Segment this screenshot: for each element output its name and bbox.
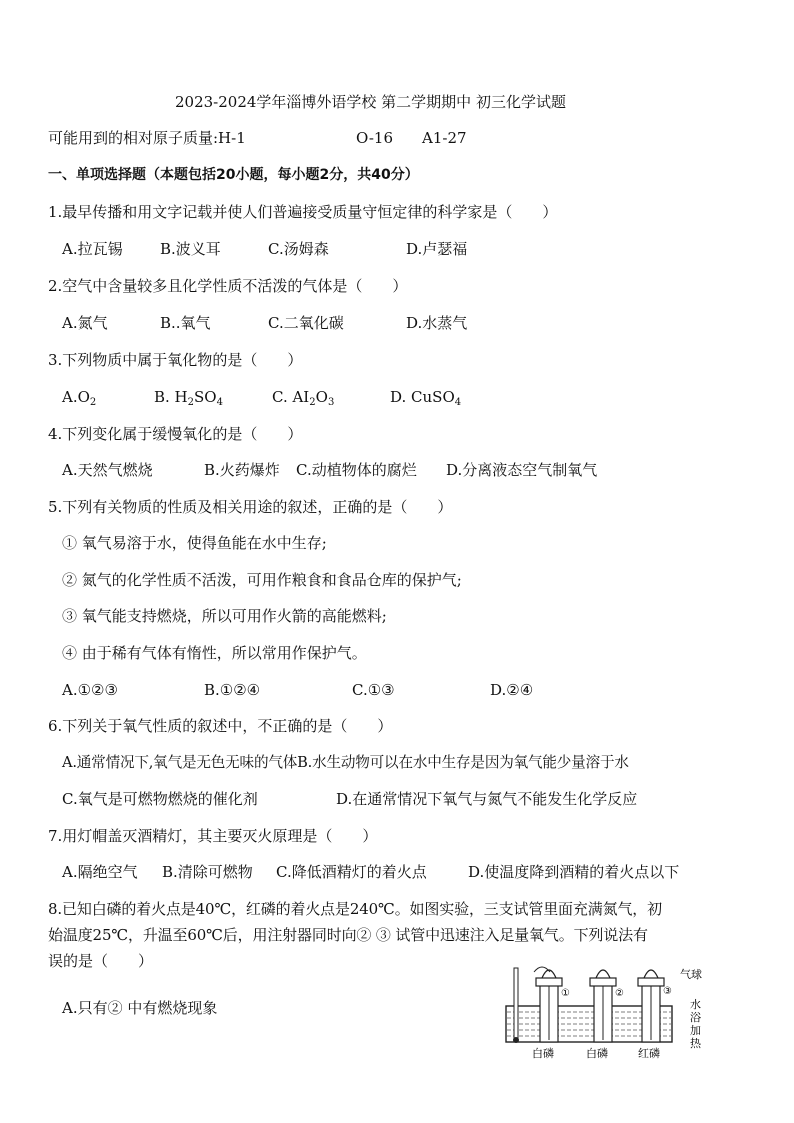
question-3-option-c: C. $AI_2O_3$ bbox=[272, 388, 335, 408]
question-2-option-c: C.二氧化碳 bbox=[268, 314, 344, 332]
question-2-option-d: D.水蒸气 bbox=[406, 314, 468, 332]
question-7-option-c: C.降低酒精灯的着火点 bbox=[276, 863, 427, 881]
tube-number-1: ① bbox=[561, 988, 570, 999]
experiment-diagram bbox=[492, 960, 722, 1060]
atomic-mass-label: 可能用到的相对原子质量:H-1 bbox=[48, 129, 246, 147]
tube-2-label: 白磷 bbox=[586, 1047, 608, 1060]
question-7-stem: 7.用灯帽盖灭酒精灯，其主要灭火原理是（ ） bbox=[48, 827, 378, 845]
question-5-stem: 5.下列有关物质的性质及相关用途的叙述，正确的是（ ） bbox=[48, 498, 453, 516]
question-6-stem: 6.下列关于氧气性质的叙述中，不正确的是（ ） bbox=[48, 717, 393, 735]
question-1-option-a: A.拉瓦锡 bbox=[62, 240, 123, 258]
question-2-option-b: B..氧气 bbox=[160, 314, 211, 332]
section-heading: 一、单项选择题（本题包括20小题，每小题2分，共40分） bbox=[48, 167, 419, 183]
atomic-mass-al: A1-27 bbox=[422, 129, 467, 147]
question-6-option-d: D.在通常情况下氧气与氮气不能发生化学反应 bbox=[336, 790, 638, 808]
question-5-option-c: C.①③ bbox=[352, 681, 395, 699]
question-1-option-d: D.卢瑟福 bbox=[406, 240, 468, 258]
question-8-stem-line-1: 8.已知白磷的着火点是40℃，红磷的着火点是240℃。如图实验，三支试管里面充满氮气，初 bbox=[48, 900, 662, 918]
question-8-stem-line-3: 误的是（ ） bbox=[48, 952, 154, 970]
question-8-stem-line-2: 始温度25℃，升温至60℃后，用注射器同时向② ③ 试管中迅速注入足量氧气。下列说法有 bbox=[48, 926, 648, 944]
question-5-statement-3: ③ 氧气能支持燃烧，所以可用作火箭的高能燃料; bbox=[62, 607, 387, 625]
question-4-option-a: A.天然气燃烧 bbox=[62, 461, 153, 479]
question-7-option-d: D.使温度降到酒精的着火点以下 bbox=[468, 863, 680, 881]
tube-number-2: ② bbox=[615, 988, 624, 999]
tube-1-label: 白磷 bbox=[532, 1047, 554, 1060]
tube-3 bbox=[638, 970, 664, 1042]
question-2-stem: 2.空气中含量较多且化学性质不活泼的气体是（ ） bbox=[48, 277, 408, 295]
question-3-option-b: B. $H_2SO_4$ bbox=[154, 388, 223, 408]
tube-2 bbox=[590, 970, 616, 1042]
water-bath-label-3: 加 bbox=[690, 1024, 701, 1037]
question-4-option-d: D.分离液态空气制氧气 bbox=[446, 461, 598, 479]
tube-3-label: 红磷 bbox=[638, 1047, 660, 1060]
question-6-options-ab: A.通常情况下,氧气是无色无味的气体B.水生动物可以在水中生存是因为氧气能少量溶于水 bbox=[62, 754, 629, 771]
question-5-option-d: D.②④ bbox=[490, 681, 534, 699]
question-4-stem: 4.下列变化属于缓慢氧化的是（ ） bbox=[48, 425, 303, 443]
question-6-option-c: C.氧气是可燃物燃烧的催化剂 bbox=[62, 790, 258, 808]
thermometer-bulb bbox=[513, 1037, 519, 1043]
question-2-option-a: A.氮气 bbox=[62, 314, 108, 332]
question-1-option-b: B.波义耳 bbox=[160, 240, 221, 258]
question-5-option-a: A.①②③ bbox=[62, 681, 118, 699]
question-5-statement-1: ① 氧气易溶于水，使得鱼能在水中生存; bbox=[62, 534, 327, 552]
question-1-option-c: C.汤姆森 bbox=[268, 240, 329, 258]
question-3-stem: 3.下列物质中属于氧化物的是（ ） bbox=[48, 351, 303, 369]
page-title: 2023-2024学年淄博外语学校 第二学期期中 初三化学试题 bbox=[175, 93, 566, 111]
tube-1 bbox=[534, 967, 562, 1042]
question-4-option-c: C.动植物体的腐烂 bbox=[296, 461, 417, 479]
water-bath-label-4: 热 bbox=[690, 1037, 701, 1050]
question-8-option-a: A.只有② 中有燃烧现象 bbox=[62, 999, 218, 1017]
question-5-statement-2: ② 氮气的化学性质不活泼，可用作粮食和食品仓库的保护气; bbox=[62, 571, 462, 589]
thermometer bbox=[514, 968, 518, 1042]
question-7-option-b: B.清除可燃物 bbox=[162, 863, 253, 881]
question-4-option-b: B.火药爆炸 bbox=[204, 461, 280, 479]
question-7-option-a: A.隔绝空气 bbox=[62, 863, 138, 881]
question-5-statement-4: ④ 由于稀有气体有惰性，所以常用作保护气。 bbox=[62, 644, 367, 662]
question-3-option-a: $A.O_2$ bbox=[62, 388, 97, 408]
question-5-option-b: B.①②④ bbox=[204, 681, 261, 699]
water-bath-label-1: 水 bbox=[690, 998, 701, 1011]
tube-number-3: ③ bbox=[663, 986, 672, 997]
question-1-stem: 1.最早传播和用文字记载并使人们普遍接受质量守恒定律的科学家是（ ） bbox=[48, 203, 558, 221]
atomic-mass-o: O-16 bbox=[356, 129, 394, 147]
question-3-option-d: D. CuSO$_4$ bbox=[390, 388, 462, 408]
experiment-figure bbox=[492, 960, 722, 1060]
balloon-label: 气球 bbox=[680, 968, 702, 981]
water-bath-label-2: 浴 bbox=[690, 1011, 701, 1024]
